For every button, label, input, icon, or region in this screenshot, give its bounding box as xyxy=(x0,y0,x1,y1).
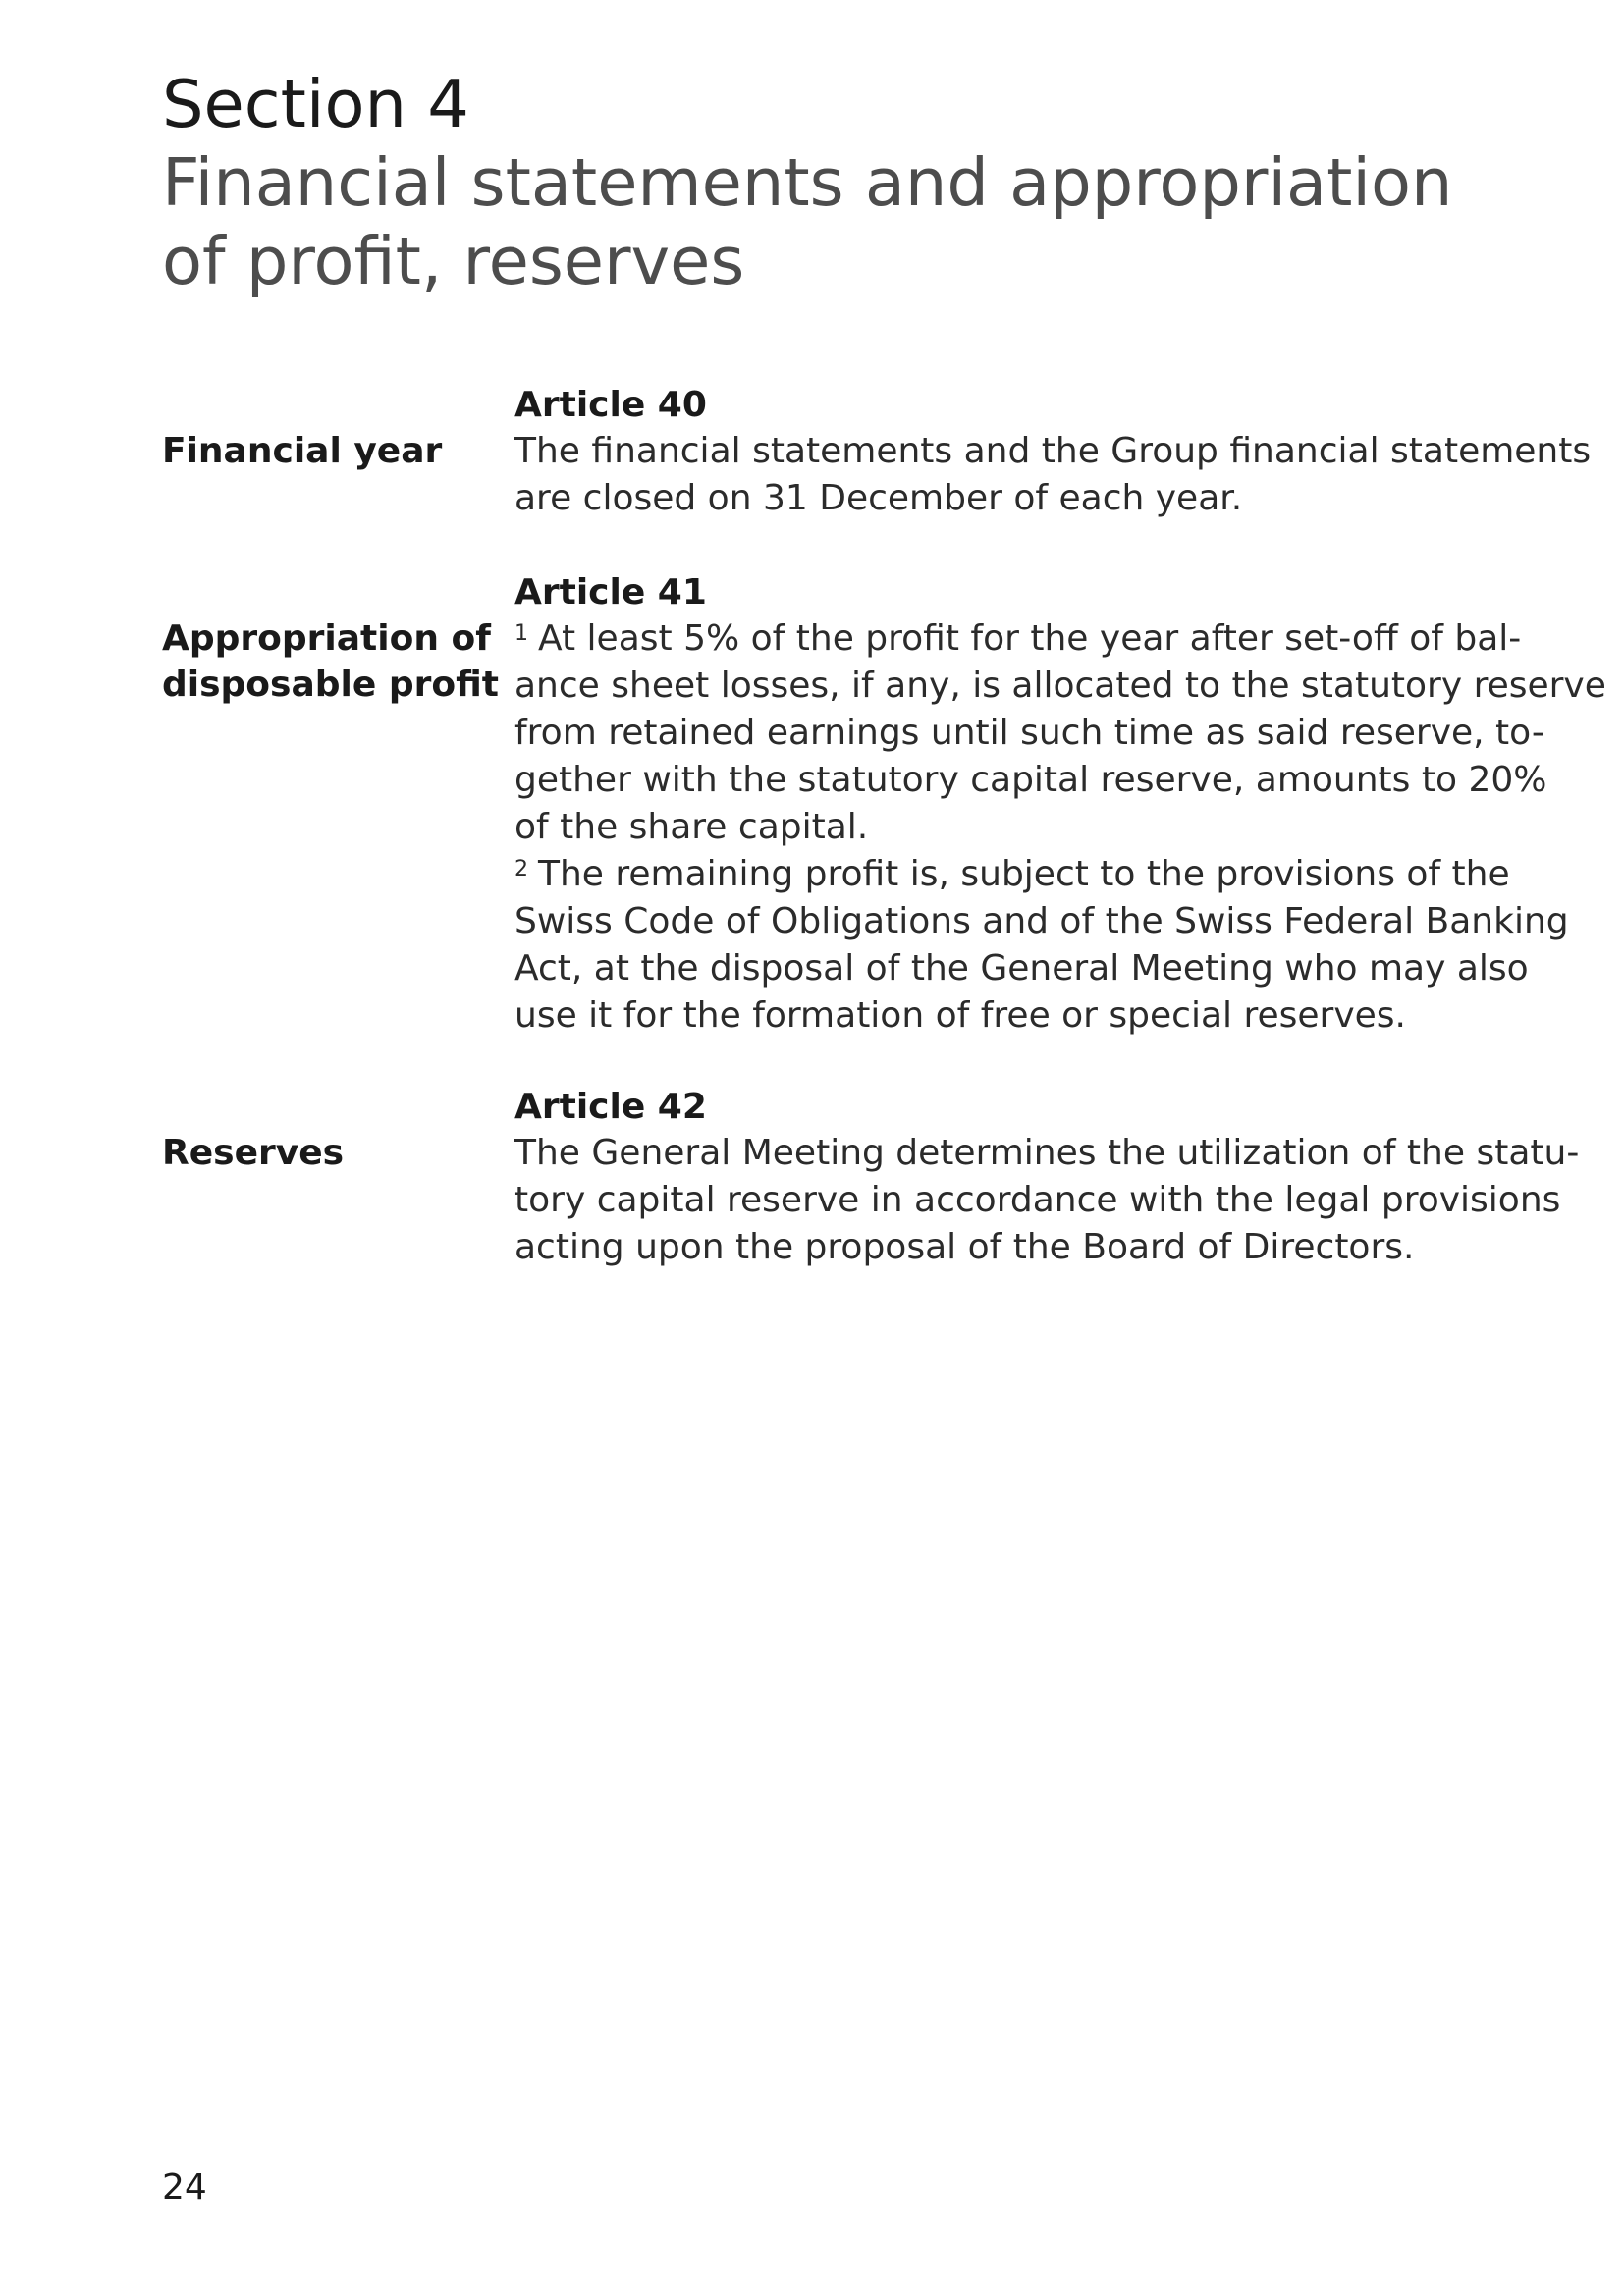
text-line: tory capital reserve in accordance with the legal provisions xyxy=(514,1180,1561,1220)
margin-label-appropriation xyxy=(162,615,499,708)
margin-label-reserves xyxy=(162,1130,496,1176)
paragraph-marker: 2 xyxy=(514,857,528,881)
article-heading: Article 41 xyxy=(514,572,707,613)
article-paragraph xyxy=(514,428,1592,522)
article-body xyxy=(514,615,1606,1040)
paragraph-marker: 1 xyxy=(514,621,528,646)
article-paragraph xyxy=(514,615,1606,851)
section-heading xyxy=(162,65,1517,300)
section-title-line: of profit, reserves xyxy=(162,223,745,299)
text-line: gether with the statutory capital reserve, amounts to 20% xyxy=(514,760,1547,800)
article-heading: Article 40 xyxy=(514,385,707,425)
text-line xyxy=(514,851,1510,898)
text-line: The financial statements and the Group financial statements xyxy=(514,431,1592,471)
article-paragraph xyxy=(514,1130,1580,1271)
margin-label-line: Financial year xyxy=(162,431,443,471)
margin-label-line: Appropriation of xyxy=(162,618,491,659)
text-line: The General Meeting determines the utilization of the statu- xyxy=(514,1133,1580,1173)
margin-label-line: disposable profit xyxy=(162,665,499,705)
text-line: ance sheet losses, if any, is allocated to the statutory reserve xyxy=(514,666,1606,706)
text-line: from retained earnings until such time as said reserve, to- xyxy=(514,713,1544,753)
text-line-content: At least 5% of the profit for the year after set-off of bal- xyxy=(538,618,1522,659)
article-paragraph xyxy=(514,851,1569,1040)
text-line-content: The remaining profit is, subject to the provisions of the xyxy=(538,854,1510,894)
margin-label-line: Reserves xyxy=(162,1133,345,1173)
text-line xyxy=(514,615,1522,663)
text-line: Swiss Code of Obligations and of the Swiss Federal Banking xyxy=(514,901,1569,941)
article-heading: Article 42 xyxy=(514,1087,707,1127)
article-body xyxy=(514,1130,1580,1271)
article-body xyxy=(514,428,1592,522)
text-line: Act, at the disposal of the General Meeting who may also xyxy=(514,948,1529,988)
section-title xyxy=(162,143,1453,300)
section-title-line: Financial statements and appropriation xyxy=(162,144,1453,221)
text-line: of the share capital. xyxy=(514,807,869,847)
text-line: use it for the formation of free or special reserves. xyxy=(514,995,1406,1036)
text-line: are closed on 31 December of each year. xyxy=(514,478,1243,518)
text-line: acting upon the proposal of the Board of Directors. xyxy=(514,1227,1415,1267)
margin-label-financial-year xyxy=(162,428,496,474)
page-number: 24 xyxy=(162,2167,207,2208)
section-number: Section 4 xyxy=(162,66,469,142)
